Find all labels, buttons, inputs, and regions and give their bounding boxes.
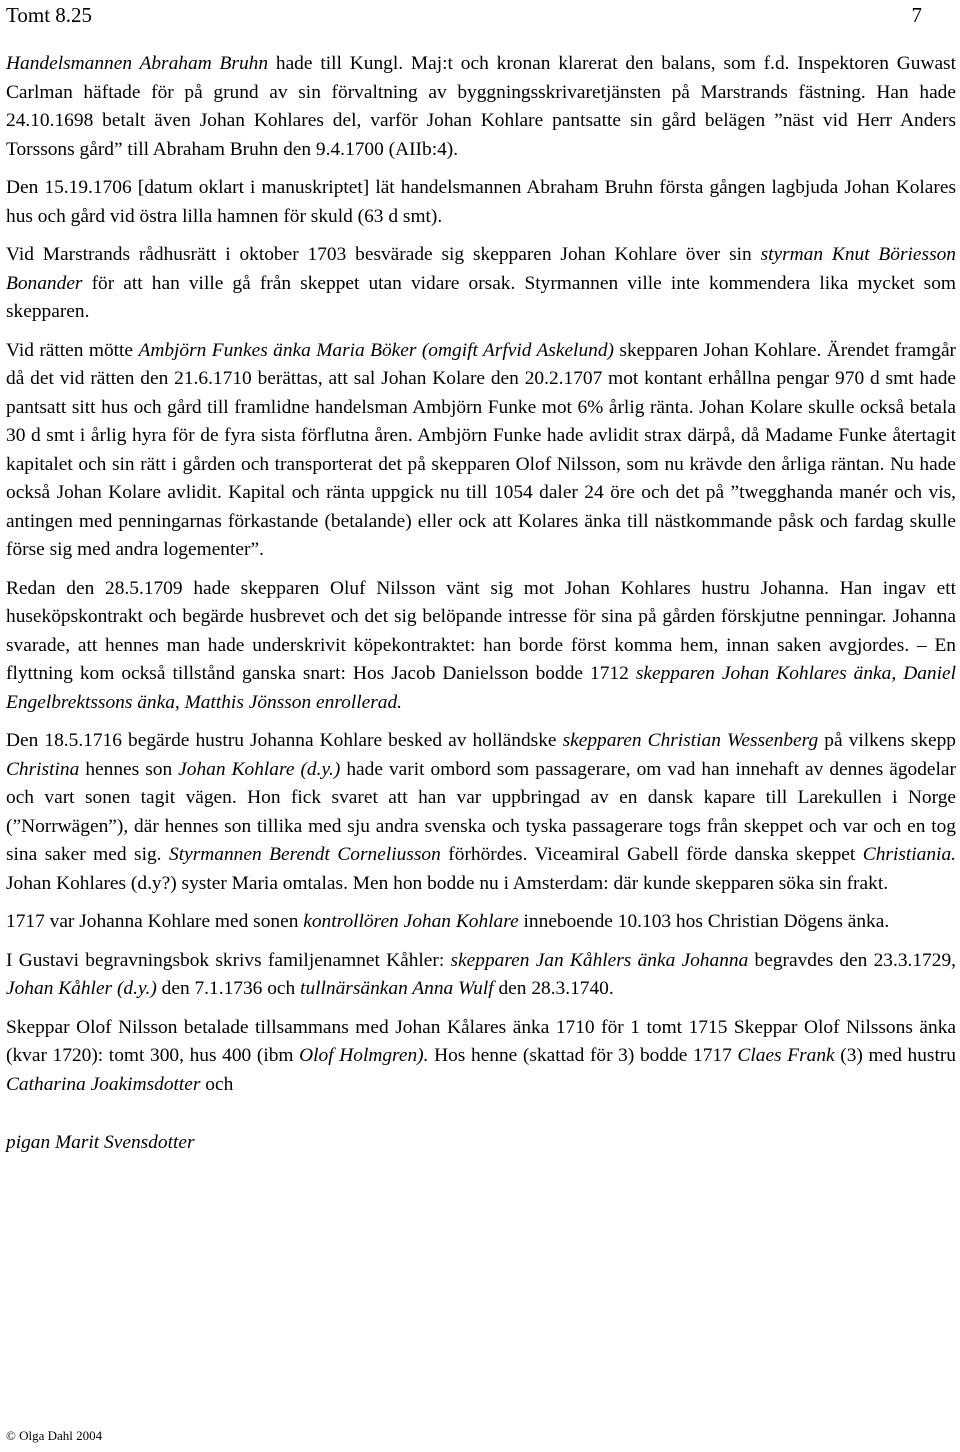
italic-text-run: styrman Knut Böriesson Bonander: [6, 244, 956, 294]
text-run: hade varit ombord som passagerare, om vad han innehaft av dennes ägodelar och vart sonen tagit vägen. Hon fick svaret att han var uppbringad av en dansk kapare till Larekullen i Norge (”Norrwägen”), där hennes son tillika med sju andra svenska och tyska passagerare togs från skeppet och var och en tog sina saker med sig.: [6, 758, 956, 865]
italic-text-run: Christina: [6, 758, 80, 780]
italic-text-run: Christiania.: [862, 844, 956, 865]
text-run: Den 15.19.1706 [datum oklart i manuskriptet] lät handelsmannen Abraham Bruhn första gången lagbjuda Johan Kolares hus och gård vid östra lilla hamnen för skuld (63 d smt).: [6, 177, 956, 227]
italic-text-run: tullnärsänkan Anna Wulf: [300, 978, 494, 999]
text-run: på vilkens skepp: [818, 730, 956, 751]
text-run: Redan den 28.5.1709 hade skepparen Oluf Nilsson vänt sig mot Johan Kohlares hustru Johanna. Han ingav ett huseköpskontrakt och begärde husbrevet och det sig belöpande intresse för sina på gården förskjutne penningar. Johanna svarade, att hennes man hade underskrivit köpekontraktet: han borde först komma hem, innan saken avgjordes. – En flyttning kom också tillstånd ganska snart: Hos Jacob Danielsson bodde 1712: [6, 577, 956, 684]
page-header: [6, 0, 956, 40]
paragraph: [6, 337, 956, 565]
text-run: och: [200, 1073, 234, 1095]
italic-text-run: pigan Marit Svensdotter: [6, 1132, 195, 1153]
italic-text-run: kontrollören Johan Kohlare: [303, 911, 519, 932]
italic-text-run: Olof Holmgren).: [299, 1045, 429, 1066]
paragraph: [6, 1129, 956, 1158]
paragraph: [6, 1014, 956, 1100]
text-run: Vid Marstrands rådhusrätt i oktober 1703 besvärade sig skepparen Johan Kohlare över sin: [6, 244, 761, 265]
paragraph: [6, 174, 956, 231]
italic-text-run: Johan Kåhler (d.y.): [6, 978, 157, 999]
paragraph: [6, 908, 956, 937]
plot-title: Tomt 8.25: [6, 3, 93, 27]
italic-text-run: Styrmannen Berendt Corneliusson: [169, 844, 441, 865]
text-run: Johan Kohlares (d.y?) syster Maria omtalas. Men hon bodde nu i Amsterdam: där kunde skepparen söka sin frakt.: [6, 872, 889, 894]
document-body: [6, 50, 956, 1168]
text-run: skepparen Johan Kohlare. Ärendet framgår då det vid rätten den 21.6.1710 berättas, att sal Johan Kolare den 20.2.1707 mot kontant erhållna pengar 970 d smt hade pantsatt sitt hus och gård till framlidne handelsman Ambjörn Funke mot 6% årlig ränta. Johan Kolare skulle också betala 30 d smt i årlig hyra för de fyra sista förflutna åren. Ambjörn Funke hade avlidit strax därpå, då Madame Funke återtagit kapitalet och sin rätt i gården och transporterat det på skepparen Olof Nilsson, som nu krävde den årliga räntan. Nu hade också Johan Kolare avlidit. Kapital och ränta uppgick nu till 1054 daler 24 öre och det på ”twegghanda manér och vis, antingen med penningarnas förkastande (betalande) eller ock att Kolares änka till nästkommande påsk och fardag skulle förse sig med andra logementer”.: [6, 339, 957, 560]
paragraph: [6, 50, 956, 164]
text-run: hennes son: [79, 758, 179, 780]
paragraph: [6, 575, 956, 718]
italic-text-run: skepparen Johan Kohlares änka, Daniel Engelbrektssons änka, Matthis Jönsson enrollerad.: [6, 663, 957, 713]
italic-text-run: Claes Frank: [737, 1045, 835, 1066]
text-run: Hos henne (skattad för 3) bodde 1717: [428, 1045, 738, 1066]
paragraph: [6, 727, 956, 898]
paragraph: [6, 241, 956, 327]
text-run: I Gustavi begravningsbok skrivs familjenamnet Kåhler:: [6, 949, 451, 971]
text-run: den 7.1.1736 och: [156, 978, 301, 999]
text-run: Skeppar Olof Nilsson betalade tillsammans med Johan Kålares änka 1710 för 1 tomt 1715 Skeppar Olof Nilssons änka (kvar 1720): tomt 300, hus 400 (ibm: [6, 1016, 956, 1066]
text-run: inneboende 10.103 hos Christian Dögens änka.: [518, 911, 890, 932]
paragraph: [6, 947, 956, 1004]
page: [6, 0, 957, 1153]
copyright-footer: © Olga Dahl 2004: [6, 1428, 103, 1443]
italic-text-run: Handelsmannen Abraham Bruhn: [6, 53, 269, 74]
page-number: 7: [911, 3, 922, 27]
text-run: förhördes. Viceamiral Gabell förde danska skeppet: [440, 844, 863, 865]
italic-text-run: Johan Kohlare (d.y.): [178, 758, 341, 780]
italic-text-run: Ambjörn Funkes änka Maria Böker (omgift Arfvid Askelund): [138, 339, 614, 361]
italic-text-run: skepparen Christian Wessenberg: [562, 730, 819, 751]
text-run: Den 18.5.1716 begärde hustru Johanna Kohlare besked av holländske: [6, 730, 563, 751]
text-run: (3) med hustru: [834, 1045, 957, 1066]
text-run: hade till Kungl. Maj:t och kronan klarerat den balans, som f.d. Inspektoren Guwast Carlman häftade för på grund av sin förvaltning av byggningsskrivaretjänsten på Marstrands fästning. Han hade 24.10.1698 betalt även Johan Kohlares del, varför Johan Kohlare pantsatte sin gård belägen ”näst vid Herr Anders Torssons gård” till Abraham Bruhn den 9.4.1700 (AIIb:4).: [6, 53, 956, 160]
text-run: 1717 var Johanna Kohlare med sonen: [6, 911, 304, 932]
italic-text-run: skepparen Jan Kåhlers änka Johanna: [450, 949, 749, 971]
text-run: för att han ville gå från skeppet utan vidare orsak. Styrmannen ville inte kommendera lika mycket som skepparen.: [6, 272, 956, 322]
italic-text-run: Catharina Joakimsdotter: [6, 1073, 201, 1095]
text-run: den 28.3.1740.: [493, 978, 614, 999]
text-run: Vid rätten mötte: [6, 339, 139, 361]
text-run: begravdes den 23.3.1729,: [748, 949, 956, 971]
